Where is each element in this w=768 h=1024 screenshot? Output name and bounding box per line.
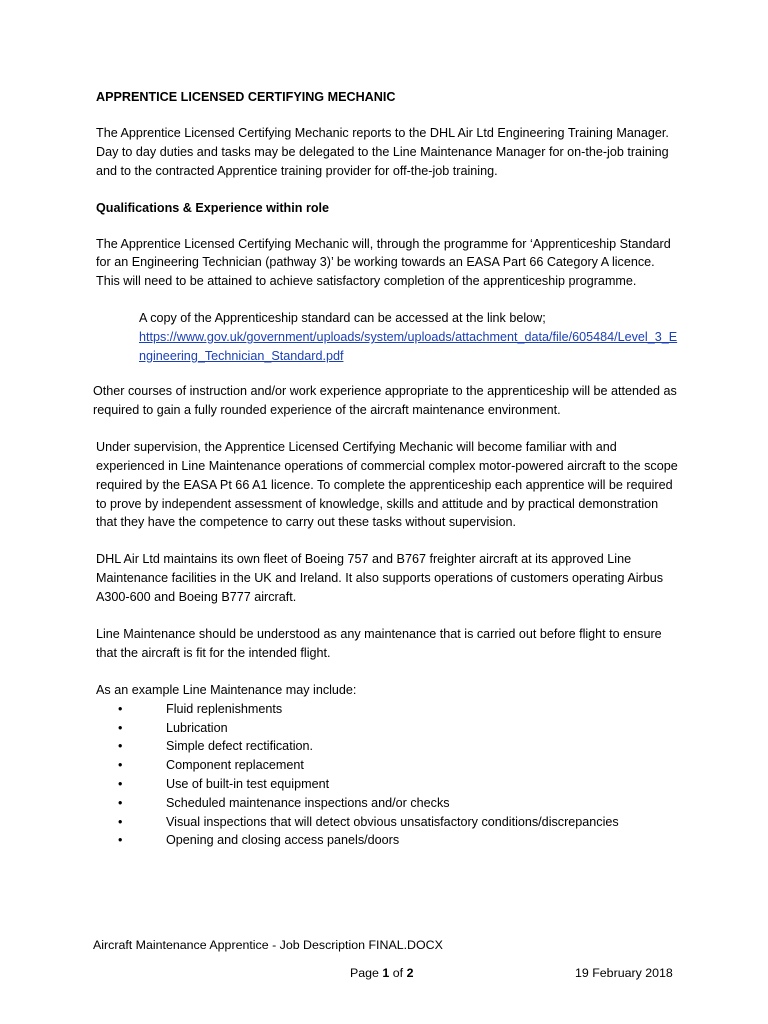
bullet-icon: • (118, 739, 123, 754)
list-item: • Visual inspections that will detect obvious unsatisfactory conditions/discrepancies (96, 813, 678, 832)
supervision-paragraph: Under supervision, the Apprentice Licensed Certifying Mechanic will become familiar with and experienced in Line Maintenance operations of commercial complex motor-powered aircraft to the scope required by the EASA Pt 66 A1 licence. To complete the apprenticeship each apprentice will be required to prove by independent assessment of knowledge, skills and attitude and by practical demonstration that they have the competence to carry out these tasks without supervision. (96, 439, 678, 530)
standard-link[interactable]: https://www.gov.uk/government/uploads/system/uploads/attachment_data/file/605484/Level_3_Engineering_Technician_Standard.pdf (139, 330, 678, 364)
footer-page-number (350, 966, 413, 980)
other-courses-paragraph: Other courses of instruction and/or work experience appropriate to the apprenticeship will be attended as required to gain a fully rounded experience of the aircraft maintenance environment. (93, 383, 677, 417)
fleet-paragraph: DHL Air Ltd maintains its own fleet of Boeing 757 and B767 freighter aircraft at its approved Line Maintenance facilities in the UK and Ireland. It also supports operations of customers operating Airbus A300-600 and Boeing B777 aircraft. (96, 552, 664, 605)
page-label: Page (350, 966, 379, 980)
bullet-icon: • (118, 758, 123, 773)
list-item: • Fluid replenishments (96, 700, 678, 719)
standard-note-block (139, 309, 678, 366)
page-total: 2 (406, 966, 414, 980)
list-item: • Lubrication (96, 719, 678, 738)
list-item: • Component replacement (96, 756, 678, 775)
line-maintenance-definition: Line Maintenance should be understood as any maintenance that is carried out before flight to ensure that the aircraft is fit for the intended flight. (96, 627, 662, 660)
list-item: • Simple defect rectification. (96, 737, 678, 756)
qualifications-heading: Qualifications & Experience within role (96, 200, 330, 215)
intro-paragraph: The Apprentice Licensed Certifying Mechanic reports to the DHL Air Ltd Engineering Training Manager. Day to day duties and tasks may be delegated to the Line Maintenance Manager for on-the-job training and to the contracted Apprentice training provider for off-the-job training. (96, 125, 669, 178)
bullet-icon: • (118, 814, 123, 829)
bullet-icon: • (118, 833, 123, 848)
bullet-icon: • (118, 795, 123, 810)
example-intro: As an example Line Maintenance may include: (96, 682, 357, 697)
bullet-icon: • (118, 720, 123, 735)
bullet-icon: • (118, 701, 123, 716)
document-body (93, 88, 678, 850)
footer-date: 19 February 2018 (575, 966, 673, 980)
list-item: • Use of built-in test equipment (96, 775, 678, 794)
footer-filename: Aircraft Maintenance Apprentice - Job Description FINAL.DOCX (93, 938, 443, 952)
list-item: • Scheduled maintenance inspections and/or checks (96, 794, 678, 813)
page-current: 1 (382, 966, 390, 980)
examples-list (96, 700, 678, 850)
document-title: APPRENTICE LICENSED CERTIFYING MECHANIC (96, 90, 396, 104)
standard-note: A copy of the Apprenticeship standard can be accessed at the link below; (139, 311, 546, 326)
page-of: of (392, 966, 404, 980)
qualifications-paragraph: The Apprentice Licensed Certifying Mechanic will, through the programme for ‘Apprenticeship Standard for an Engineering Technician (pathway 3)’ be working towards an EASA Part 66 Category A licence. This will need to be attained to achieve satisfactory completion of the apprenticeship programme. (96, 236, 671, 289)
list-item: • Opening and closing access panels/doors (96, 831, 678, 850)
bullet-icon: • (118, 776, 123, 791)
